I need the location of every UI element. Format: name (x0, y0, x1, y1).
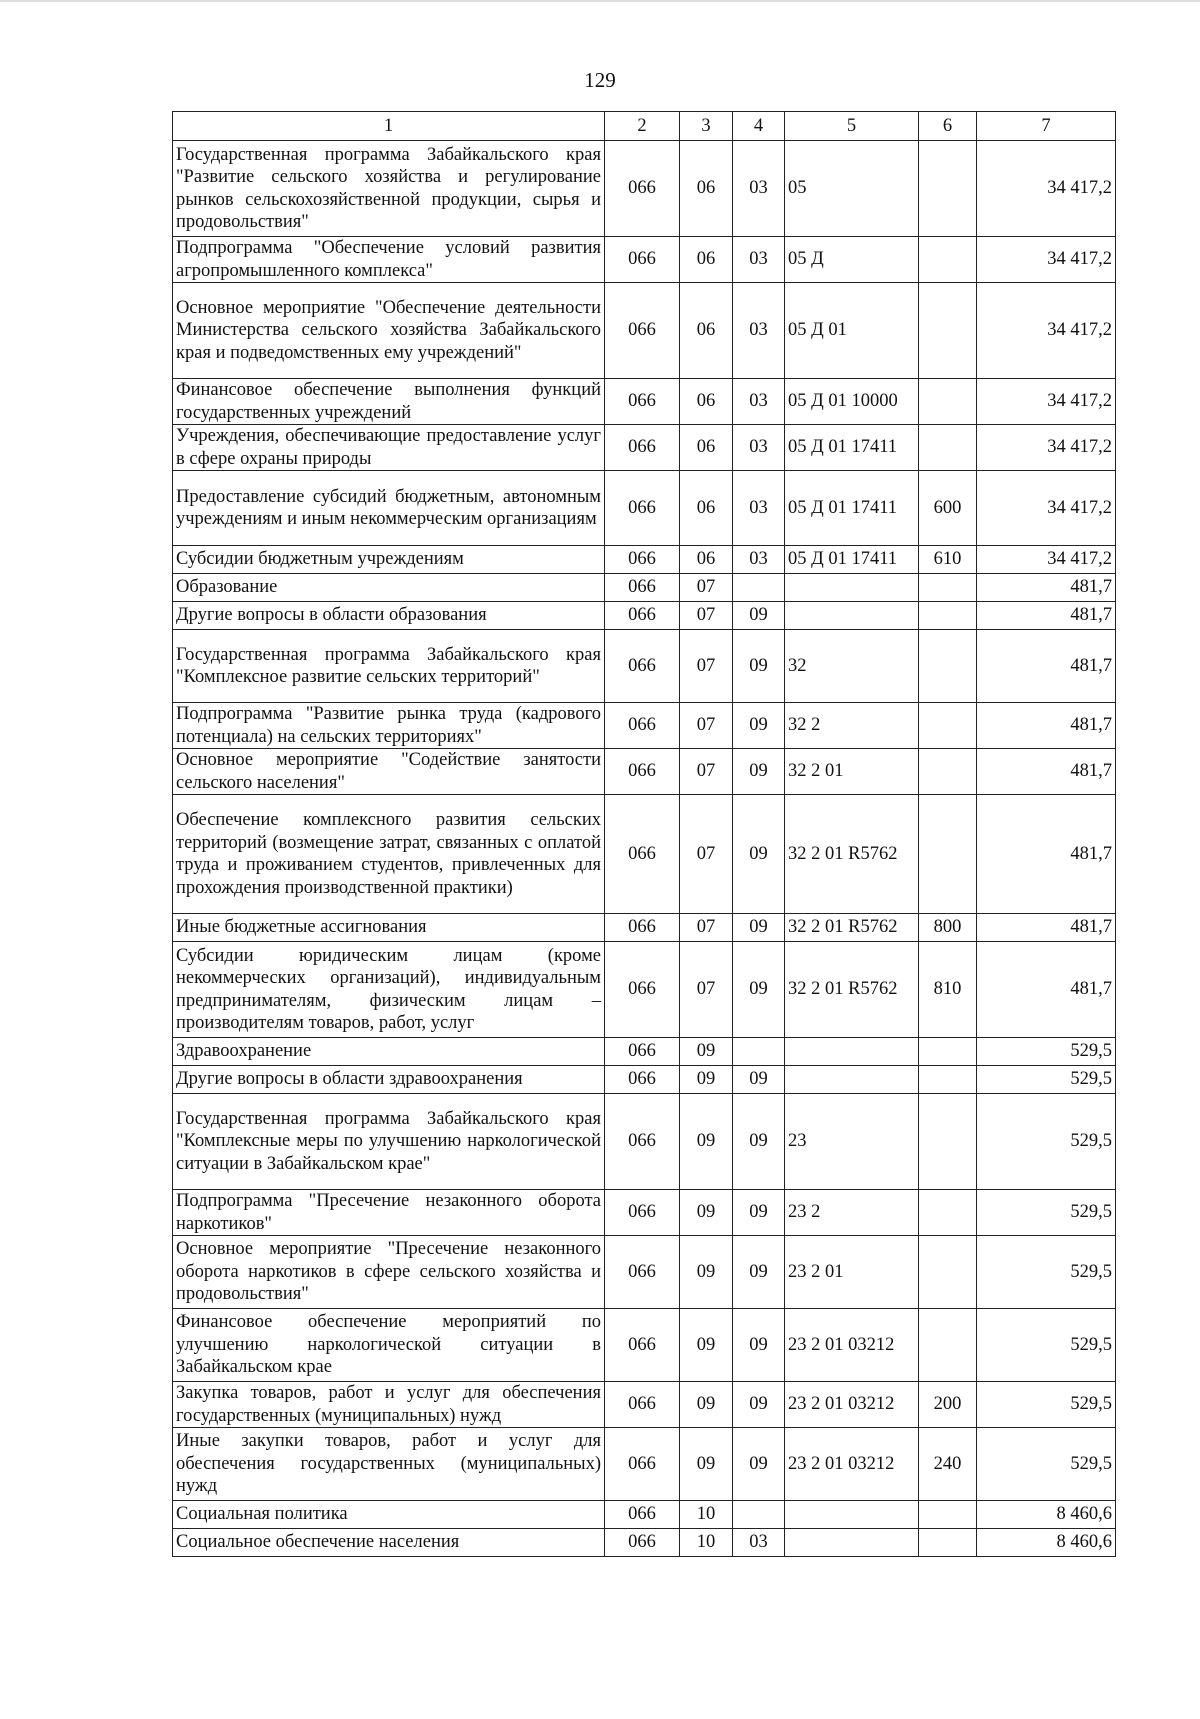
row-value-cell: 610 (919, 546, 977, 574)
row-value-cell: 066 (605, 914, 680, 942)
row-value-cell: 23 (785, 1094, 919, 1190)
row-value-cell: 066 (605, 237, 680, 283)
row-value-cell: 8 460,6 (977, 1529, 1116, 1557)
row-value-cell (919, 1501, 977, 1529)
table-row (173, 602, 1116, 630)
row-value-cell: 07 (680, 630, 733, 703)
row-value-cell: 09 (733, 1382, 785, 1428)
row-value-cell: 23 2 01 03212 (785, 1382, 919, 1428)
row-value-cell: 07 (680, 942, 733, 1038)
row-value-cell: 34 417,2 (977, 425, 1116, 471)
table-row (173, 1501, 1116, 1529)
table-row (173, 942, 1116, 1038)
row-name-cell: Обеспечение комплексного развития сельских территорий (возмещение затрат, связанных с оплатой труда и проживанием студентов, привлеченных для прохождения производственной практики) (173, 795, 605, 914)
row-name-cell: Основное мероприятие "Пресечение незаконного оборота наркотиков в сфере сельского хозяйства и продовольствия" (173, 1236, 605, 1309)
table-row (173, 630, 1116, 703)
row-value-cell: 09 (680, 1236, 733, 1309)
row-value-cell: 529,5 (977, 1094, 1116, 1190)
table-body (173, 141, 1116, 1557)
table-row (173, 1529, 1116, 1557)
row-value-cell: 481,7 (977, 602, 1116, 630)
row-value-cell (919, 1309, 977, 1382)
row-value-cell: 09 (733, 795, 785, 914)
row-value-cell: 32 2 01 R5762 (785, 795, 919, 914)
row-name-cell: Образование (173, 574, 605, 602)
row-value-cell: 03 (733, 141, 785, 237)
row-value-cell: 06 (680, 379, 733, 425)
row-value-cell: 06 (680, 546, 733, 574)
table-row (173, 1066, 1116, 1094)
row-value-cell (785, 574, 919, 602)
row-value-cell (919, 1066, 977, 1094)
row-value-cell: 34 417,2 (977, 546, 1116, 574)
row-value-cell: 066 (605, 1501, 680, 1529)
header-cell: 6 (919, 112, 977, 141)
row-value-cell: 066 (605, 1066, 680, 1094)
row-value-cell: 200 (919, 1382, 977, 1428)
row-name-cell: Иные закупки товаров, работ и услуг для обеспечения государственных (муниципальных) нужд (173, 1428, 605, 1501)
row-value-cell: 03 (733, 237, 785, 283)
row-value-cell: 09 (733, 1190, 785, 1236)
row-value-cell: 481,7 (977, 749, 1116, 795)
row-value-cell: 529,5 (977, 1038, 1116, 1066)
table-row (173, 1309, 1116, 1382)
row-value-cell: 34 417,2 (977, 283, 1116, 379)
row-name-cell: Государственная программа Забайкальского края "Комплексные меры по улучшению наркологической ситуации в Забайкальском крае" (173, 1094, 605, 1190)
row-value-cell: 10 (680, 1501, 733, 1529)
row-value-cell: 09 (680, 1094, 733, 1190)
row-value-cell (919, 379, 977, 425)
row-value-cell (919, 703, 977, 749)
row-name-cell: Здравоохранение (173, 1038, 605, 1066)
header-cell: 3 (680, 112, 733, 141)
row-value-cell: 23 2 01 03212 (785, 1309, 919, 1382)
row-value-cell: 810 (919, 942, 977, 1038)
row-name-cell: Государственная программа Забайкальского края "Комплексное развитие сельских территорий" (173, 630, 605, 703)
row-value-cell: 07 (680, 602, 733, 630)
table-row (173, 379, 1116, 425)
row-value-cell (919, 1236, 977, 1309)
row-name-cell: Иные бюджетные ассигнования (173, 914, 605, 942)
row-value-cell: 06 (680, 237, 733, 283)
row-name-cell: Основное мероприятие "Обеспечение деятельности Министерства сельского хозяйства Забайкальского края и подведомственных ему учреждений" (173, 283, 605, 379)
row-value-cell (785, 1529, 919, 1557)
row-value-cell: 09 (680, 1309, 733, 1382)
row-value-cell: 09 (680, 1190, 733, 1236)
table-row (173, 914, 1116, 942)
row-value-cell: 03 (733, 283, 785, 379)
row-value-cell: 03 (733, 379, 785, 425)
row-value-cell (919, 1094, 977, 1190)
row-value-cell: 07 (680, 914, 733, 942)
row-value-cell: 066 (605, 425, 680, 471)
row-value-cell: 066 (605, 1236, 680, 1309)
table-row (173, 1236, 1116, 1309)
row-name-cell: Основное мероприятие "Содействие занятости сельского населения" (173, 749, 605, 795)
row-value-cell: 05 Д (785, 237, 919, 283)
table-row (173, 471, 1116, 546)
row-value-cell: 481,7 (977, 630, 1116, 703)
page-number: 129 (584, 68, 616, 92)
row-value-cell: 066 (605, 795, 680, 914)
row-value-cell: 066 (605, 1038, 680, 1066)
row-value-cell: 529,5 (977, 1236, 1116, 1309)
row-value-cell: 066 (605, 1094, 680, 1190)
row-value-cell (919, 1038, 977, 1066)
row-value-cell: 066 (605, 1428, 680, 1501)
row-value-cell: 32 2 01 R5762 (785, 914, 919, 942)
row-value-cell: 06 (680, 471, 733, 546)
row-value-cell: 066 (605, 574, 680, 602)
row-value-cell: 066 (605, 1382, 680, 1428)
row-value-cell: 800 (919, 914, 977, 942)
row-value-cell (919, 425, 977, 471)
row-name-cell: Другие вопросы в области здравоохранения (173, 1066, 605, 1094)
row-name-cell: Другие вопросы в области образования (173, 602, 605, 630)
row-value-cell: 03 (733, 425, 785, 471)
header-cell: 2 (605, 112, 680, 141)
row-value-cell: 09 (680, 1038, 733, 1066)
row-value-cell: 32 2 01 (785, 749, 919, 795)
table-row (173, 1382, 1116, 1428)
row-value-cell: 32 2 01 R5762 (785, 942, 919, 1038)
row-value-cell: 03 (733, 546, 785, 574)
row-value-cell (785, 1066, 919, 1094)
row-value-cell: 529,5 (977, 1066, 1116, 1094)
row-value-cell: 32 2 (785, 703, 919, 749)
row-value-cell: 05 Д 01 17411 (785, 425, 919, 471)
row-value-cell: 09 (680, 1066, 733, 1094)
row-value-cell: 34 417,2 (977, 471, 1116, 546)
row-value-cell: 529,5 (977, 1382, 1116, 1428)
row-name-cell: Предоставление субсидий бюджетным, автономным учреждениям и иным некоммерческим организациям (173, 471, 605, 546)
row-value-cell (919, 795, 977, 914)
row-name-cell: Подпрограмма "Развитие рынка труда (кадрового потенциала) на сельских территориях" (173, 703, 605, 749)
budget-table (172, 111, 1116, 1557)
header-cell: 7 (977, 112, 1116, 141)
row-value-cell: 066 (605, 1309, 680, 1382)
header-cell: 1 (173, 112, 605, 141)
row-value-cell: 066 (605, 630, 680, 703)
row-value-cell (733, 1038, 785, 1066)
table-row (173, 546, 1116, 574)
row-value-cell (919, 1190, 977, 1236)
row-value-cell: 066 (605, 141, 680, 237)
table-row (173, 1190, 1116, 1236)
row-name-cell: Закупка товаров, работ и услуг для обеспечения государственных (муниципальных) нужд (173, 1382, 605, 1428)
row-name-cell: Подпрограмма "Пресечение незаконного оборота наркотиков" (173, 1190, 605, 1236)
row-name-cell: Социальная политика (173, 1501, 605, 1529)
row-value-cell: 066 (605, 1190, 680, 1236)
table-row (173, 425, 1116, 471)
row-value-cell: 09 (733, 749, 785, 795)
row-value-cell: 05 Д 01 10000 (785, 379, 919, 425)
row-value-cell: 529,5 (977, 1428, 1116, 1501)
row-value-cell: 8 460,6 (977, 1501, 1116, 1529)
row-value-cell: 05 Д 01 17411 (785, 546, 919, 574)
row-name-cell: Учреждения, обеспечивающие предоставление услуг в сфере охраны природы (173, 425, 605, 471)
row-value-cell: 066 (605, 749, 680, 795)
row-value-cell (919, 283, 977, 379)
row-value-cell (919, 749, 977, 795)
row-value-cell (785, 1038, 919, 1066)
row-value-cell: 09 (733, 1428, 785, 1501)
table-row (173, 283, 1116, 379)
row-value-cell: 09 (733, 602, 785, 630)
row-value-cell (919, 602, 977, 630)
table-row (173, 1038, 1116, 1066)
row-value-cell: 23 2 (785, 1190, 919, 1236)
row-value-cell: 240 (919, 1428, 977, 1501)
row-value-cell: 05 (785, 141, 919, 237)
row-value-cell: 09 (733, 630, 785, 703)
row-value-cell: 066 (605, 471, 680, 546)
row-value-cell (785, 602, 919, 630)
row-value-cell: 066 (605, 1529, 680, 1557)
row-value-cell: 529,5 (977, 1190, 1116, 1236)
row-value-cell: 481,7 (977, 574, 1116, 602)
row-value-cell: 09 (733, 1094, 785, 1190)
row-value-cell: 481,7 (977, 795, 1116, 914)
row-value-cell (919, 574, 977, 602)
row-value-cell: 07 (680, 574, 733, 602)
row-value-cell: 066 (605, 546, 680, 574)
row-value-cell: 481,7 (977, 914, 1116, 942)
row-value-cell: 34 417,2 (977, 141, 1116, 237)
table-row (173, 703, 1116, 749)
row-name-cell: Финансовое обеспечение мероприятий по улучшению наркологической ситуации в Забайкальском крае (173, 1309, 605, 1382)
row-value-cell: 34 417,2 (977, 237, 1116, 283)
row-value-cell (919, 1529, 977, 1557)
row-value-cell: 09 (733, 942, 785, 1038)
row-name-cell: Подпрограмма "Обеспечение условий развития агропромышленного комплекса" (173, 237, 605, 283)
table-row (173, 795, 1116, 914)
row-value-cell: 05 Д 01 17411 (785, 471, 919, 546)
row-name-cell: Социальное обеспечение населения (173, 1529, 605, 1557)
row-name-cell: Финансовое обеспечение выполнения функций государственных учреждений (173, 379, 605, 425)
row-value-cell: 10 (680, 1529, 733, 1557)
row-value-cell: 481,7 (977, 942, 1116, 1038)
table-row (173, 1094, 1116, 1190)
table-row (173, 141, 1116, 237)
table-row (173, 749, 1116, 795)
row-value-cell: 23 2 01 (785, 1236, 919, 1309)
row-value-cell: 600 (919, 471, 977, 546)
row-value-cell: 03 (733, 1529, 785, 1557)
row-value-cell: 09 (733, 1309, 785, 1382)
row-value-cell: 03 (733, 471, 785, 546)
header-cell: 5 (785, 112, 919, 141)
row-value-cell: 09 (733, 1066, 785, 1094)
row-value-cell: 07 (680, 795, 733, 914)
row-value-cell: 06 (680, 283, 733, 379)
row-value-cell (919, 237, 977, 283)
row-value-cell: 09 (680, 1428, 733, 1501)
row-value-cell: 07 (680, 703, 733, 749)
table-row (173, 574, 1116, 602)
header-row (173, 112, 1116, 141)
row-name-cell: Субсидии бюджетным учреждениям (173, 546, 605, 574)
row-value-cell (733, 1501, 785, 1529)
row-value-cell (733, 574, 785, 602)
row-value-cell: 09 (733, 703, 785, 749)
row-value-cell: 34 417,2 (977, 379, 1116, 425)
row-value-cell: 481,7 (977, 703, 1116, 749)
row-value-cell: 06 (680, 141, 733, 237)
row-value-cell: 09 (733, 1236, 785, 1309)
row-value-cell: 32 (785, 630, 919, 703)
row-value-cell: 09 (733, 914, 785, 942)
row-value-cell: 06 (680, 425, 733, 471)
row-value-cell (919, 141, 977, 237)
row-value-cell: 23 2 01 03212 (785, 1428, 919, 1501)
row-value-cell (919, 630, 977, 703)
row-name-cell: Государственная программа Забайкальского края "Развитие сельского хозяйства и регулирование рынков сельскохозяйственной продукции, сырья и продовольствия" (173, 141, 605, 237)
row-value-cell: 066 (605, 703, 680, 749)
row-value-cell: 066 (605, 283, 680, 379)
row-value-cell: 07 (680, 749, 733, 795)
row-name-cell: Субсидии юридическим лицам (кроме некоммерческих организаций), индивидуальным предпринимателям, физическим лицам – производителям товаров, работ, услуг (173, 942, 605, 1038)
row-value-cell: 09 (680, 1382, 733, 1428)
table-row (173, 237, 1116, 283)
header-cell: 4 (733, 112, 785, 141)
row-value-cell: 066 (605, 602, 680, 630)
row-value-cell: 066 (605, 379, 680, 425)
row-value-cell (785, 1501, 919, 1529)
scan-edge (0, 0, 1200, 2)
row-value-cell: 066 (605, 942, 680, 1038)
row-value-cell: 529,5 (977, 1309, 1116, 1382)
row-value-cell: 05 Д 01 (785, 283, 919, 379)
table-row (173, 1428, 1116, 1501)
